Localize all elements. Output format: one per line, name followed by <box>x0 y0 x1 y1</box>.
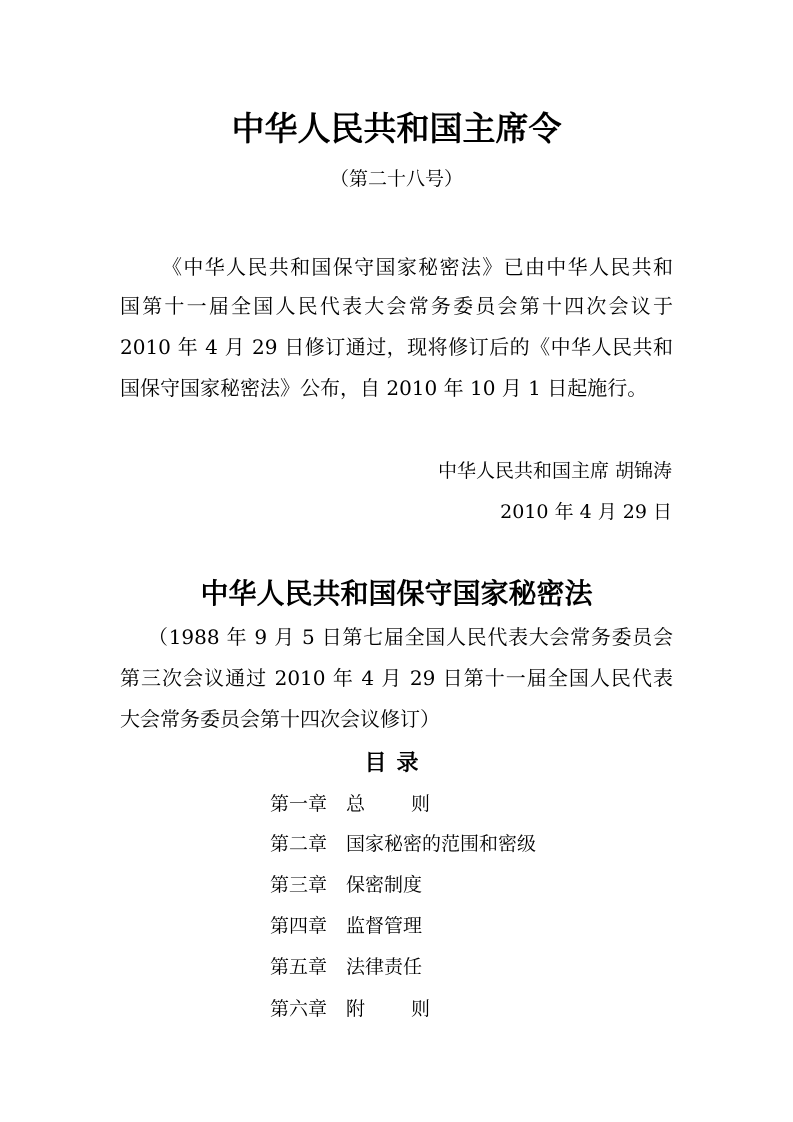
toc-item[interactable] <box>270 835 536 854</box>
toc-chapter-name: 国家秘密的范围和密级 <box>346 833 537 855</box>
toc-chapter-name: 保密制度 <box>346 874 423 896</box>
body-paragraph-line: 国保守国家秘密法》公布，自 2010 年 10 月 1 日起施行。 <box>120 376 648 400</box>
toc-chapter: 第六章 <box>270 998 328 1020</box>
toc-chapter-name: 附则 <box>346 998 477 1020</box>
law-note-line: 大会常务委员会第十四次会议修订） <box>120 707 440 731</box>
toc-chapter-name: 总则 <box>346 793 477 815</box>
toc-chapter-name: 监督管理 <box>346 915 423 937</box>
toc-chapter: 第三章 <box>270 874 328 896</box>
signature-title-name: 中华人民共和国主席 胡锦涛 <box>437 460 672 482</box>
body-paragraph-line: 《中华人民共和国保守国家秘密法》已由中华人民共和 <box>162 255 673 279</box>
toc-chapter: 第一章 <box>270 793 328 815</box>
toc-item[interactable] <box>270 1000 476 1019</box>
body-paragraph-line: 国第十一届全国人民代表大会常务委员会第十四次会议于 <box>120 294 673 318</box>
law-title: 中华人民共和国保守国家秘密法 <box>200 577 593 610</box>
toc-item[interactable] <box>270 876 422 895</box>
toc-chapter: 第二章 <box>270 833 328 855</box>
order-title: 中华人民共和国主席令 <box>231 109 562 148</box>
toc-chapter: 第五章 <box>270 956 328 978</box>
law-note-line: （1988 年 9 月 5 日第七届全国人民代表大会常务委员会 <box>148 625 673 649</box>
toc-item[interactable] <box>270 795 476 814</box>
toc-item[interactable] <box>270 958 422 977</box>
toc-chapter: 第四章 <box>270 915 328 937</box>
order-number: （第二十八号） <box>329 168 463 190</box>
toc-chapter-name: 法律责任 <box>346 956 423 978</box>
toc-title: 目录 <box>364 750 429 776</box>
body-paragraph-line: 2010 年 4 月 29 日修订通过，现将修订后的《中华人民共和 <box>120 335 673 359</box>
law-note-line: 第三次会议通过 2010 年 4 月 29 日第十一届全国人民代表 <box>120 666 673 690</box>
signature-date: 2010 年 4 月 29 日 <box>500 501 672 523</box>
toc-item[interactable] <box>270 917 422 936</box>
